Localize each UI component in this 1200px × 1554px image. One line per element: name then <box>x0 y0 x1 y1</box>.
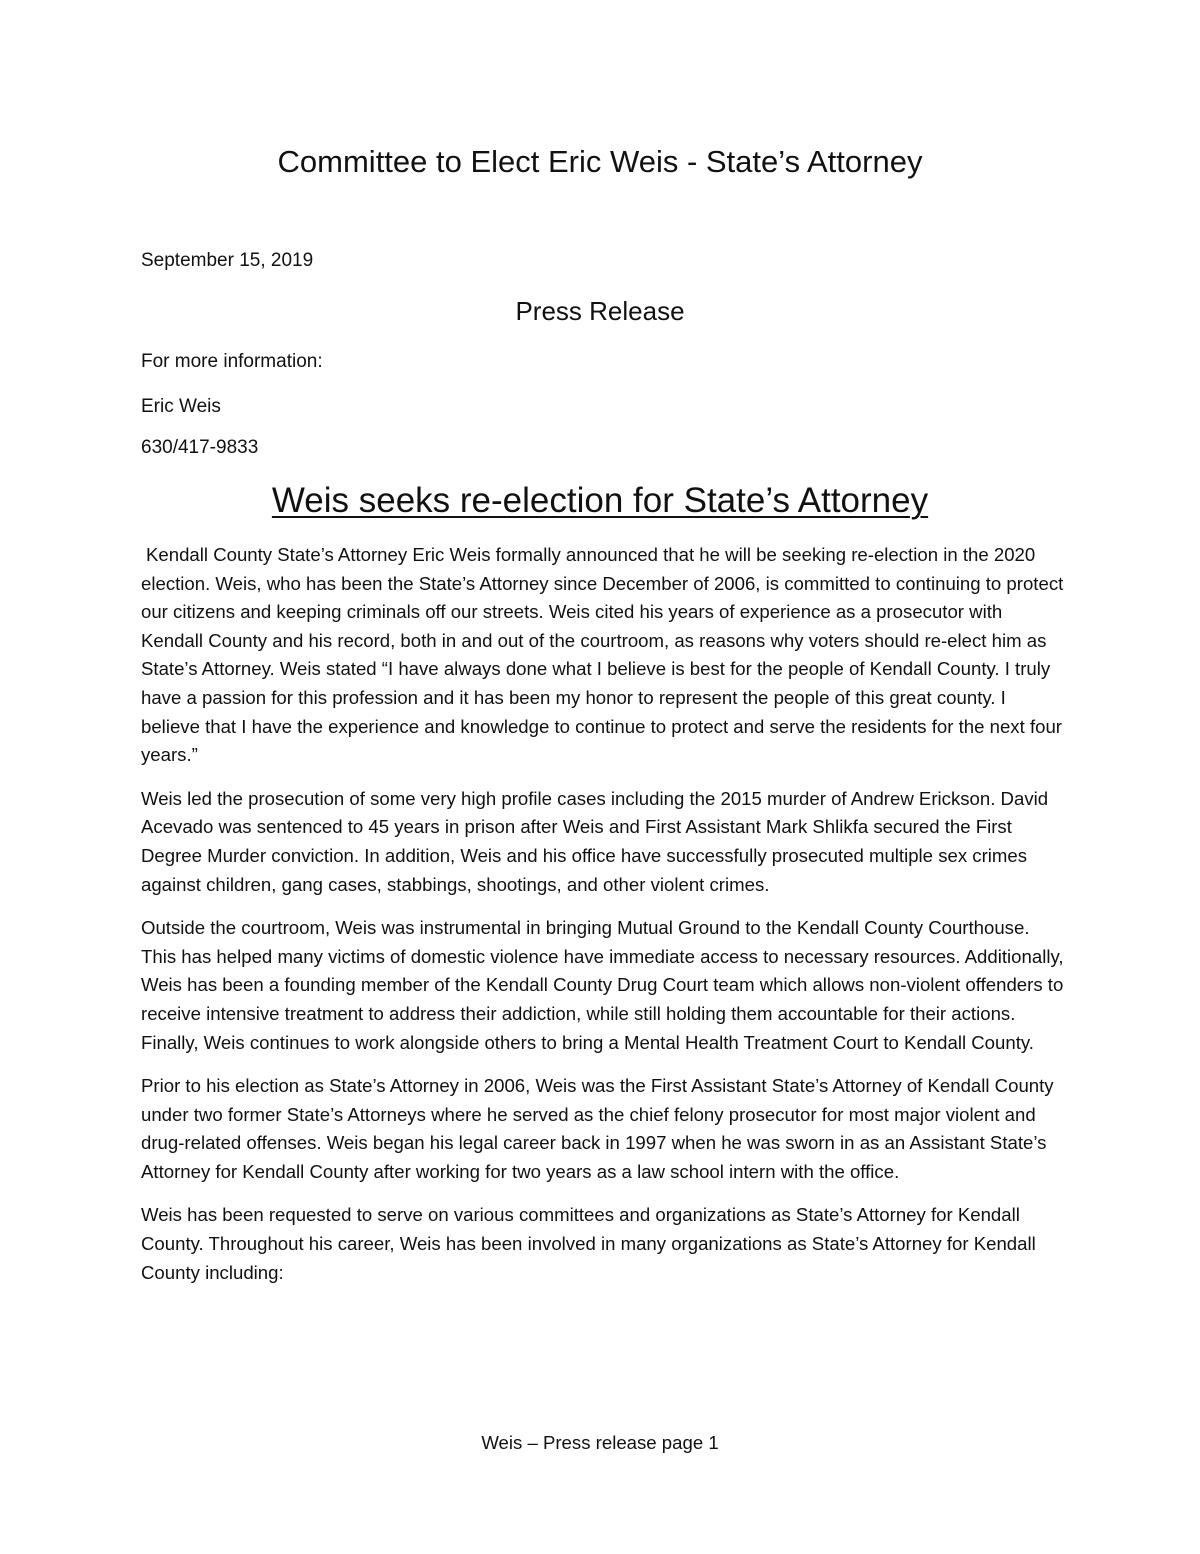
headline: Weis seeks re-election for State’s Attorney <box>271 481 929 520</box>
page-footer: Weis – Press release page 1 <box>481 1432 719 1453</box>
paragraph: Weis led the prosecution of some very high profile cases including the 2015 murder of Andrew Erickson. David Acevado was sentenced to 45 years in prison after Weis and First Assistant Mark Shlikfa secured the First Degree Murder conviction. In addition, Weis and his office have successfully prosecuted multiple sex crimes against children, gang cases, stabbings, shootings, and other violent crimes. <box>141 787 1049 895</box>
document-type-heading: Press Release <box>515 296 685 326</box>
contact-label: For more information: <box>141 351 323 372</box>
paragraph: Kendall County State’s Attorney Eric Weis formally announced that he will be seeking re-election in the 2020 election. Weis, who has been the State’s Attorney since December of 2006, is committed to continuing to protect our citizens and keeping criminals off our streets. Weis cited his years of experience as a prosecutor with Kendall County and his record, both in and out of the courtroom, as reasons why voters should re-elect him as State’s Attorney. Weis stated “I have always done what I believe is best for the people of Kendall County. I truly have a passion for this profession and it has been my honor to represent the people of this great county. I believe that I have the experience and knowledge to continue to protect and serve the residents for the next four years.” <box>141 544 1064 766</box>
contact-phone: 630/417-9833 <box>141 437 259 458</box>
contact-name: Eric Weis <box>141 396 221 417</box>
paragraph: Prior to his election as State’s Attorney in 2006, Weis was the First Assistant State’s Attorney of Kendall County under two former State’s Attorneys where he served as the chief felony prosecutor for most major violent and drug-related offenses. Weis began his legal career back in 1997 when he was sworn in as an Assistant State’s Attorney for Kendall County after working for two years as a law school intern with the office. <box>141 1075 1054 1182</box>
paragraph: Weis has been requested to serve on various committees and organizations as State’s Attorney for Kendall County. Throughout his career, Weis has been involved in many organizations as State’s Attorney for Kendall County including: <box>141 1204 1036 1283</box>
release-date: September 15, 2019 <box>141 250 314 271</box>
article-body <box>141 541 1066 1302</box>
committee-title: Committee to Elect Eric Weis - State’s Attorney <box>277 144 923 179</box>
paragraph: Outside the courtroom, Weis was instrumental in bringing Mutual Ground to the Kendall County Courthouse. This has helped many victims of domestic violence have immediate access to necessary resources. Additionally, Weis has been a founding member of the Kendall County Drug Court team which allows non-violent offenders to receive intensive treatment to address their addiction, while still holding them accountable for their actions. Finally, Weis continues to work alongside others to bring a Mental Health Treatment Court to Kendall County. <box>141 917 1064 1053</box>
